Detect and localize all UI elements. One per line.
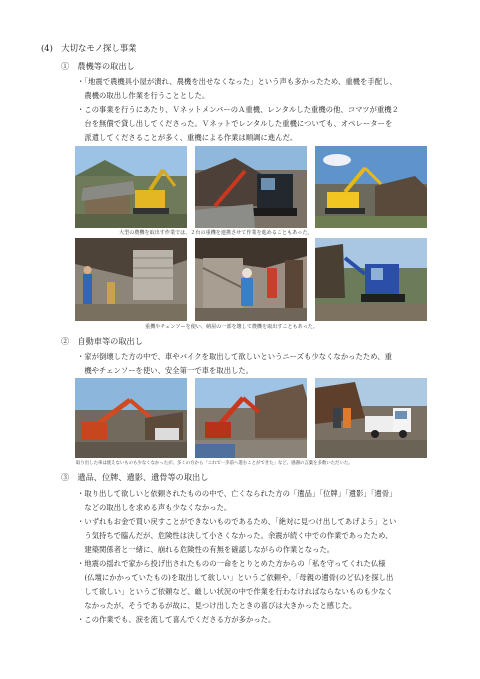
photo-caption-1: 大型の農機を取出す作業では、２台の重機を連携させて作業を進めることもあった。	[119, 230, 313, 236]
text-line: 農機の取出し作業を行うこととした。	[77, 91, 210, 100]
text-line: 建築関係者と一緒に、崩れる危険性の有無を確認しながらの作業となった。	[77, 545, 335, 554]
text-line: ・この作業でも、涙を流して喜んでくださる方が多かった。	[77, 615, 276, 624]
text-line: ・「地震で農機具小屋が潰れ、農機を出せなくなった」という声も多かったため、重機を手配し、	[77, 77, 397, 86]
photo-red-excavator-house	[195, 378, 307, 458]
text-line: ・地震の揺れで家から投げ出されたものの一命をとりとめた方からの「私を守ってくれた仏様	[77, 559, 386, 568]
text-line: (仏壇にかかっていたもの)を取出して欲しい」というご依頼や、「母親の遺骨(のど仏)を探し出	[77, 573, 394, 582]
text-line: して欲しい」というご依頼など、厳しい状況の中で作業を行わなければならないものも少なく	[77, 587, 393, 596]
text-line: う気持ちで臨んだが、危険性は決して小さくなかった。余震が続く中での作業であったため、	[77, 531, 393, 540]
subsection-title-3: ③ 遺品、位牌、遺影、遺骨等の取出し	[61, 472, 209, 482]
subsection-title-2: ② 自動車等の取出し	[61, 336, 143, 346]
text-line: ・いずれもお金で買い戻すことができないものであるため、「絶対に見つけ出してあげよう」とい	[77, 517, 397, 526]
photo-blue-excavator-barn	[315, 238, 427, 321]
photo-car-removal-excavator	[75, 378, 187, 458]
photo-caption-2: 重機やチェンソーを使い、納屋の一部を壊して農機を取出すこともあった。	[145, 324, 318, 330]
text-line: 派遣してくださることが多く、重機による作業は順調に進んだ。	[77, 133, 298, 142]
text-line: ・取り出して欲しいと依頼されたものの中で、亡くなられた方の「遺品」「位牌」「遺影」「遺骨」	[77, 489, 397, 498]
photo-workers-barn	[75, 238, 187, 321]
text-line: なかったが、そうであるが故に、見つけ出したときの喜びは大きかったと感じた。	[77, 601, 357, 610]
text-line: 台を無償で貸し出してくださった。Ｖネットでレンタルした重機についても、オペレーターを	[77, 119, 393, 128]
photo-machinery-removal-damaged-house	[195, 146, 307, 228]
subsection-title-1: ① 農機等の取出し	[61, 61, 135, 71]
text-line: などの取出しを求める声も少なくなかった。	[77, 503, 232, 512]
text-line: ・この事業を行うにあたり、ＶネットメンバーのＡ重機、レンタルした重機の他、コマツが重機２	[77, 105, 399, 114]
photo-excavator-collapsed-shed	[75, 146, 187, 228]
photo-worker-with-chainsaw	[195, 238, 307, 321]
section-title: (4) 大切なモノ探し事業	[41, 43, 137, 53]
photo-yellow-excavator-rubble	[315, 146, 427, 228]
photo-caption-3: 取り出した車は使えないものも少なくなかったが、多くの方から「これで一歩前へ進むことができた」など、感謝の言葉を多数いただいた。	[76, 461, 353, 466]
text-line: ・家が倒壊した方の中で、車やバイクを取出して欲しいというニーズも少なくなかったため、重	[77, 352, 392, 361]
text-line: 機やチェンソーを使い、安全第一で車を取出した。	[77, 366, 254, 375]
photo-white-truck-recovered	[315, 378, 427, 458]
